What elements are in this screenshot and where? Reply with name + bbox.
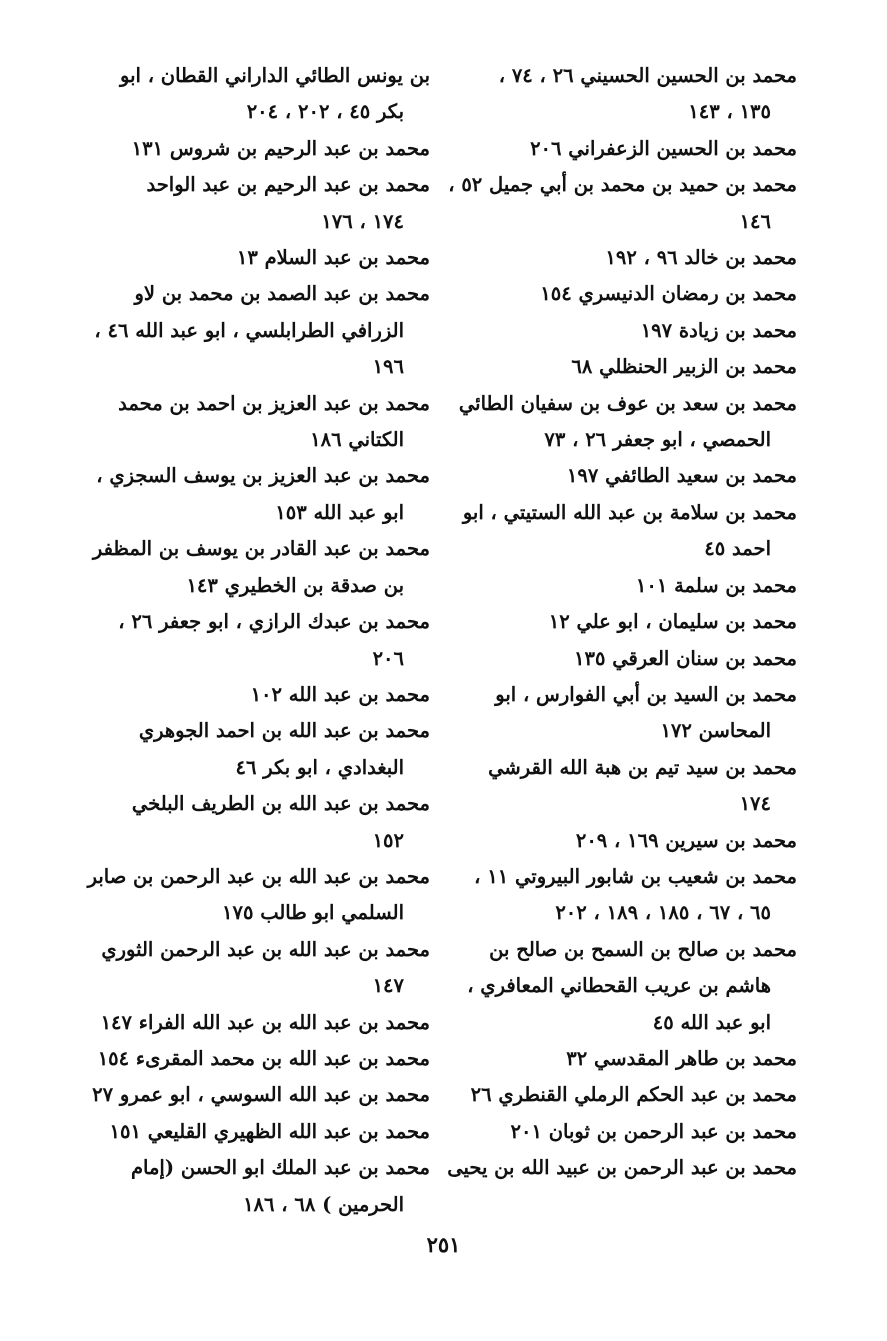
index-entry (87, 859, 430, 932)
entry-line: محمد بن عبد الله السوسي ، ابو عمرو ٢٧ (92, 1083, 430, 1107)
index-entry (118, 604, 430, 677)
entry-line: محمد بن سيد تيم بن هبة الله القرشي (488, 755, 797, 779)
index-entry (492, 458, 797, 494)
index-entry (122, 240, 430, 276)
entry-line: محمد بن عبد الله الظهيري القليعي ١٥١ (109, 1119, 430, 1143)
index-entry (92, 1077, 430, 1113)
entry-line: محمد بن سلمة ١٠١ (635, 573, 797, 597)
entry-continuation-line: المحاسن ١٧٢ (660, 719, 771, 743)
index-entry (122, 167, 430, 240)
index-entry (492, 276, 797, 312)
entry-line: محمد بن عبد الرحمن بن ثوبان ٢٠١ (510, 1119, 797, 1143)
entry-continuation-line: ٦٥ ، ٦٧ ، ١٨٥ ، ١٨٩ ، ٢٠٢ (555, 901, 771, 925)
index-entry (448, 167, 797, 240)
entry-line: محمد بن سيرين ١٦٩ ، ٢٠٩ (575, 828, 797, 852)
entry-line: محمد بن عبد الله بن محمد المقرىء ١٥٤ (97, 1046, 430, 1070)
entry-line: محمد بن عبد العزيز بن احمد بن محمد (118, 391, 430, 415)
entry-line: محمد بن سنان العرقي ١٣٥ (574, 646, 797, 670)
entry-continuation-line: البغدادي ، ابو بكر ٤٦ (235, 755, 404, 779)
index-entry (492, 1114, 797, 1150)
entry-line: محمد بن شعيب بن شابور البيروتي ١١ ، (474, 864, 797, 888)
index-entry (492, 641, 797, 677)
index-entry (122, 677, 430, 713)
entry-continuation-line: ١٧٤ (739, 792, 771, 816)
entry-continuation-line: هاشم بن عريب القحطاني المعافري ، (467, 974, 771, 998)
entry-continuation-line: احمد ٤٥ (704, 537, 771, 561)
entry-line: محمد بن سليمان ، ابو علي ١٢ (548, 610, 797, 634)
index-entry (492, 313, 797, 349)
entry-continuation-line: الكتاني ١٨٦ (310, 428, 404, 452)
entry-line: محمد بن عبد الله بن احمد الجوهري (138, 719, 430, 743)
index-entry (467, 932, 797, 1041)
entry-line: محمد بن سعد بن عوف بن سفيان الطائي (458, 391, 797, 415)
entry-line: محمد بن عبد الصمد بن محمد بن لاو (134, 282, 430, 306)
entry-continuation-line: ١٩٦ (372, 355, 404, 379)
entry-line: محمد بن عبد الله بن عبد الرحمن بن صابر (87, 864, 430, 888)
entry-line: محمد بن سعيد الطائفي ١٩٧ (566, 464, 797, 488)
index-entry (109, 1114, 430, 1150)
entry-line: محمد بن عبدك الرازي ، ابو جعفر ٢٦ ، (118, 610, 430, 634)
index-entry (492, 823, 797, 859)
index-entry (122, 131, 430, 167)
index-entry (92, 531, 430, 604)
entry-line: محمد بن الزبير الحنظلي ٦٨ (571, 355, 797, 379)
index-entry (492, 604, 797, 640)
entry-continuation-line: الحمصي ، ابو جعفر ٢٦ ، ٧٣ (544, 428, 771, 452)
entry-line: محمد بن صالح بن السمح بن صالح بن (489, 937, 797, 961)
entry-line: محمد بن سلامة بن عبد الله الستيتي ، ابو (462, 500, 797, 524)
index-entry (492, 240, 797, 276)
index-entry (492, 1041, 797, 1077)
index-entry (101, 932, 430, 1005)
index-entry (97, 1041, 430, 1077)
index-column-right (447, 58, 797, 1187)
entry-continuation-line: ١٣٥ ، ١٤٣ (688, 100, 771, 124)
entry-line: محمد بن عبد الرحمن بن عبيد الله بن يحيى (447, 1156, 797, 1180)
index-entry (447, 1150, 797, 1186)
index-entry (122, 713, 430, 786)
entry-line: محمد بن عبد الله ١٠٢ (250, 682, 430, 706)
entry-line: محمد بن عبد الله بن الطريف البلخي (131, 792, 430, 816)
entry-continuation-line: الزرافي الطرابلسي ، ابو عبد الله ٤٦ ، (94, 318, 404, 342)
entry-line: محمد بن عبد الرحيم بن عبد الواحد (146, 173, 430, 197)
entry-line: محمد بن طاهر المقدسي ٣٢ (566, 1046, 797, 1070)
entry-continuation-line: السلمي ابو طالب ١٧٥ (222, 901, 404, 925)
entry-line: محمد بن عبد الحكم الرملي القنطري ٢٦ (470, 1083, 797, 1107)
index-entry (492, 349, 797, 385)
entry-continuation-line: ١٥٢ (372, 828, 404, 852)
index-entry (470, 1077, 797, 1113)
entry-line: محمد بن عبد القادر بن يوسف بن المظفر (92, 537, 430, 561)
entry-line: محمد بن عبد السلام ١٣ (236, 246, 430, 270)
entry-line: محمد بن الحسين الحسيني ٢٦ ، ٧٤ ، (498, 64, 797, 87)
index-entry (94, 276, 430, 385)
index-column-left (87, 58, 430, 1223)
index-entry (118, 386, 430, 459)
entry-continuation-line: ١٤٧ (372, 974, 404, 998)
entry-continuation-line: ابو عبد الله ١٥٣ (275, 500, 404, 524)
entry-line: محمد بن رمضان الدنيسري ١٥٤ (540, 282, 797, 306)
entry-line: محمد بن عبد العزيز بن يوسف السجزي ، (96, 464, 430, 488)
index-entry (100, 1005, 430, 1041)
entry-line: بن يونس الطائي الداراني القطان ، ابو (120, 64, 430, 87)
entry-continuation-line: ١٤٦ (739, 209, 771, 233)
index-entry (488, 750, 797, 823)
entry-continuation-line: بكر ٤٥ ، ٢٠٢ ، ٢٠٤ (246, 100, 404, 124)
index-entry (96, 458, 430, 531)
index-entry (474, 859, 797, 932)
entry-line: محمد بن السيد بن أبي الفوارس ، ابو (495, 682, 797, 706)
index-entry (492, 677, 797, 750)
entry-line: محمد بن الحسين الزعفراني ٢٠٦ (530, 136, 797, 160)
entry-line: محمد بن عبد الله بن عبد الله الفراء ١٤٧ (100, 1010, 430, 1034)
index-entry (492, 131, 797, 167)
index-entry (492, 568, 797, 604)
index-entry (462, 495, 797, 568)
entry-line: محمد بن زيادة ١٩٧ (640, 318, 797, 342)
entry-line: محمد بن عبد الله بن عبد الرحمن الثوري (101, 937, 430, 961)
entry-line: محمد بن عبد الرحيم بن شروس ١٣١ (131, 136, 430, 160)
entry-line: محمد بن عبد الملك ابو الحسن (إمام (130, 1156, 430, 1180)
entry-continuation-line: ١٧٤ ، ١٧٦ (321, 209, 404, 233)
index-entry (492, 58, 797, 131)
entry-line: محمد بن خالد ٩٦ ، ١٩٢ (605, 246, 797, 270)
entry-continuation-line: الحرمين ) ٦٨ ، ١٨٦ (243, 1192, 404, 1216)
index-entry (122, 58, 430, 131)
entry-continuation-line: بن صدقة بن الخطيري ١٤٣ (186, 573, 404, 597)
index-entry (122, 1150, 430, 1223)
page-number: ٢٥١ (426, 1232, 461, 1257)
entry-continuation-line: ٢٠٦ (372, 646, 404, 670)
entry-continuation-line: ابو عبد الله ٤٥ (652, 1010, 771, 1034)
index-entry (458, 386, 797, 459)
entry-line: محمد بن حميد بن محمد بن أبي جميل ٥٢ ، (448, 173, 797, 197)
index-entry (122, 786, 430, 859)
